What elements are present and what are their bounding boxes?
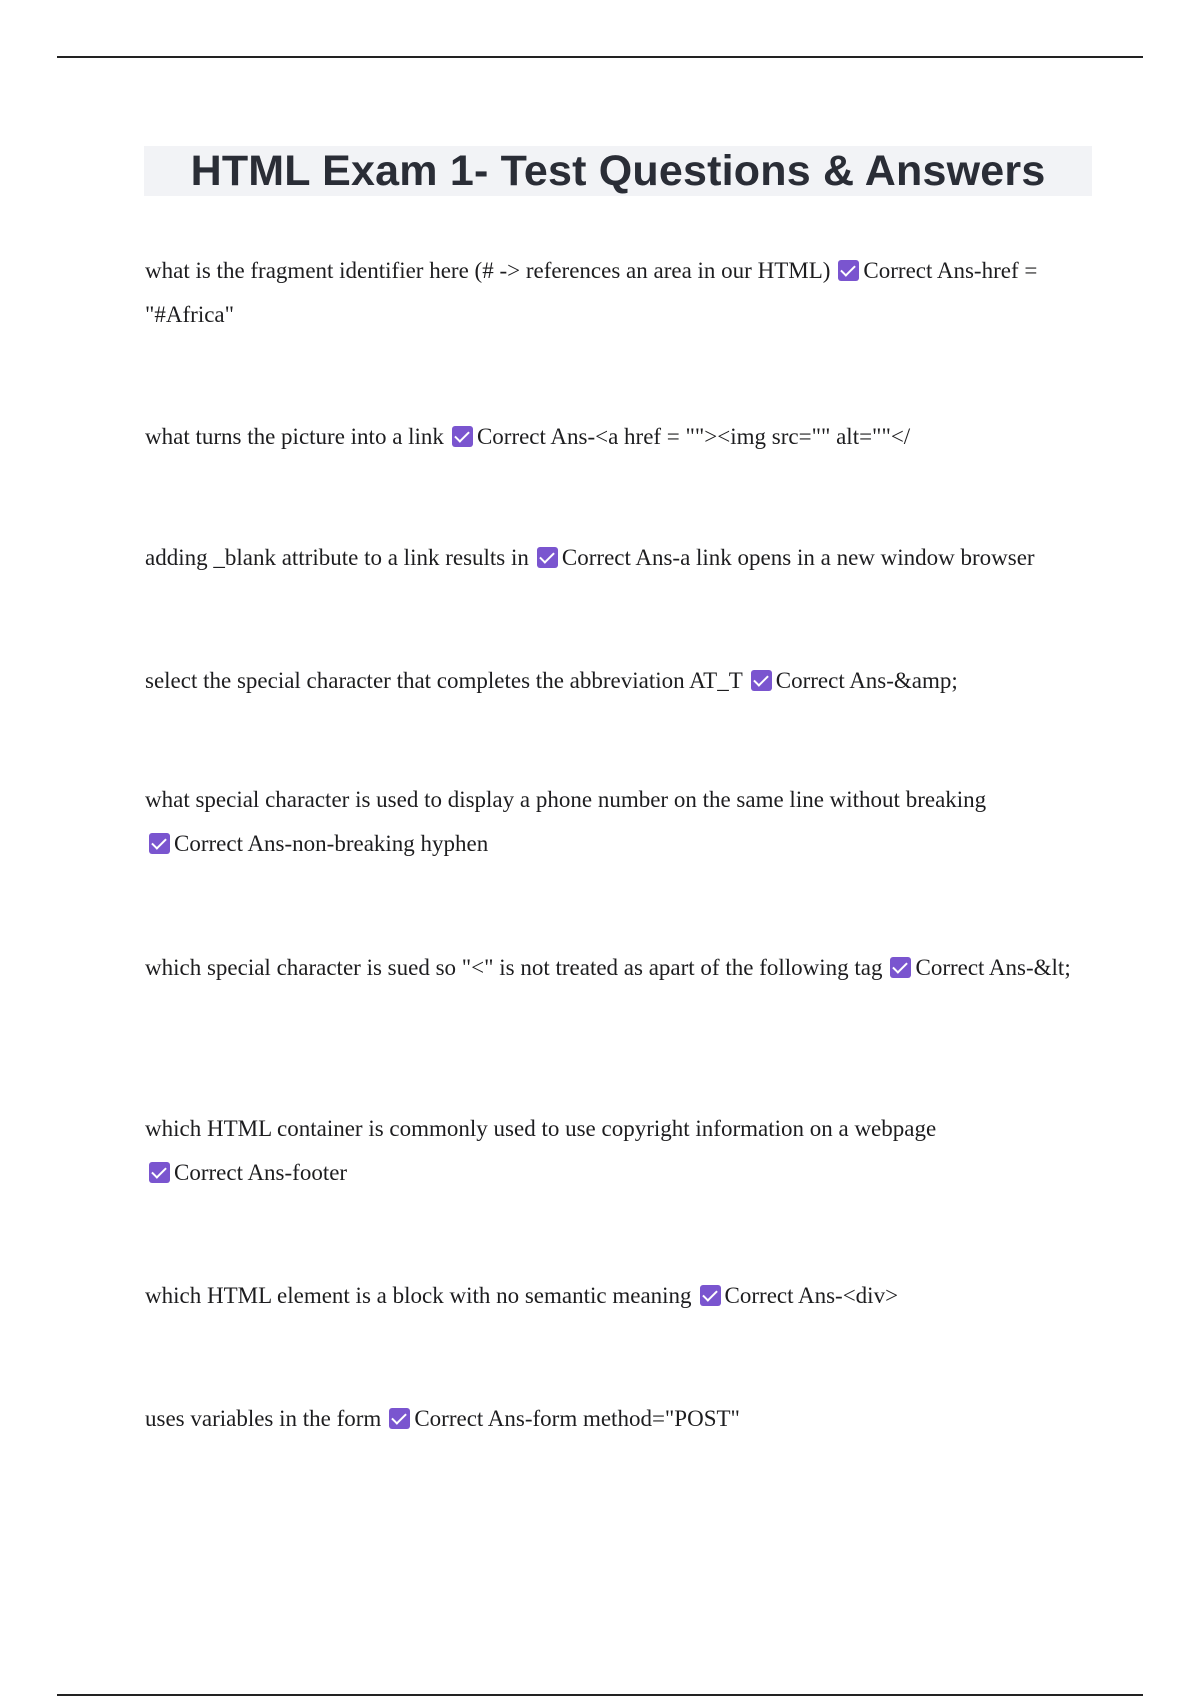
answer-text: Correct Ans-&lt; [915,955,1071,980]
answer-text: Correct Ans-<a href = ""><img src="" alt=""</ [476,424,911,449]
checkbox-checked-icon [389,1408,410,1429]
answer-text: Correct Ans-non-breaking hyphen [174,831,489,856]
qa-item-1 [145,249,1095,337]
qa-item-3 [145,536,1095,580]
qa-item-4 [145,659,1095,703]
checkbox-checked-icon [149,833,170,854]
qa-item-6 [145,946,1095,990]
page-title: HTML Exam 1- Test Questions & Answers [190,146,1046,195]
question-text: which special character is sued so "<" is not treated as apart of the following tag [145,955,883,980]
checkbox-checked-icon [537,547,558,568]
qa-item-2 [145,415,1095,459]
top-rule [57,56,1143,58]
answer-text: Correct Ans-form method="POST" [414,1406,740,1431]
qa-item-7 [145,1107,1095,1195]
answer-text: Correct Ans-<div> [724,1283,899,1308]
checkbox-checked-icon [751,670,772,691]
question-text: which HTML element is a block with no semantic meaning [145,1283,692,1308]
answer-text: Correct Ans-href = "#Africa" [145,258,1044,327]
question-text: adding _blank attribute to a link results in [145,545,529,570]
question-text: what special character is used to display a phone number on the same line without breaking [145,787,987,812]
qa-item-9 [145,1397,1095,1441]
question-text: uses variables in the form [145,1406,382,1431]
question-text: select the special character that completes the abbreviation AT_T [145,668,743,693]
title-band [144,146,1092,196]
checkbox-checked-icon [149,1162,170,1183]
qa-item-8 [145,1274,1095,1318]
answer-text: Correct Ans-footer [174,1160,348,1185]
question-text: which HTML container is commonly used to use copyright information on a webpage [145,1116,937,1141]
answer-text: Correct Ans-&amp; [775,668,958,693]
bottom-rule [57,1694,1143,1696]
checkbox-checked-icon [700,1285,721,1306]
question-text: what is the fragment identifier here (# -> references an area in our HTML) [145,258,831,283]
qa-item-5 [145,778,1095,866]
answer-text: Correct Ans-a link opens in a new window browser [561,545,1035,570]
checkbox-checked-icon [890,957,911,978]
checkbox-checked-icon [838,260,859,281]
question-text: what turns the picture into a link [145,424,444,449]
checkbox-checked-icon [452,426,473,447]
